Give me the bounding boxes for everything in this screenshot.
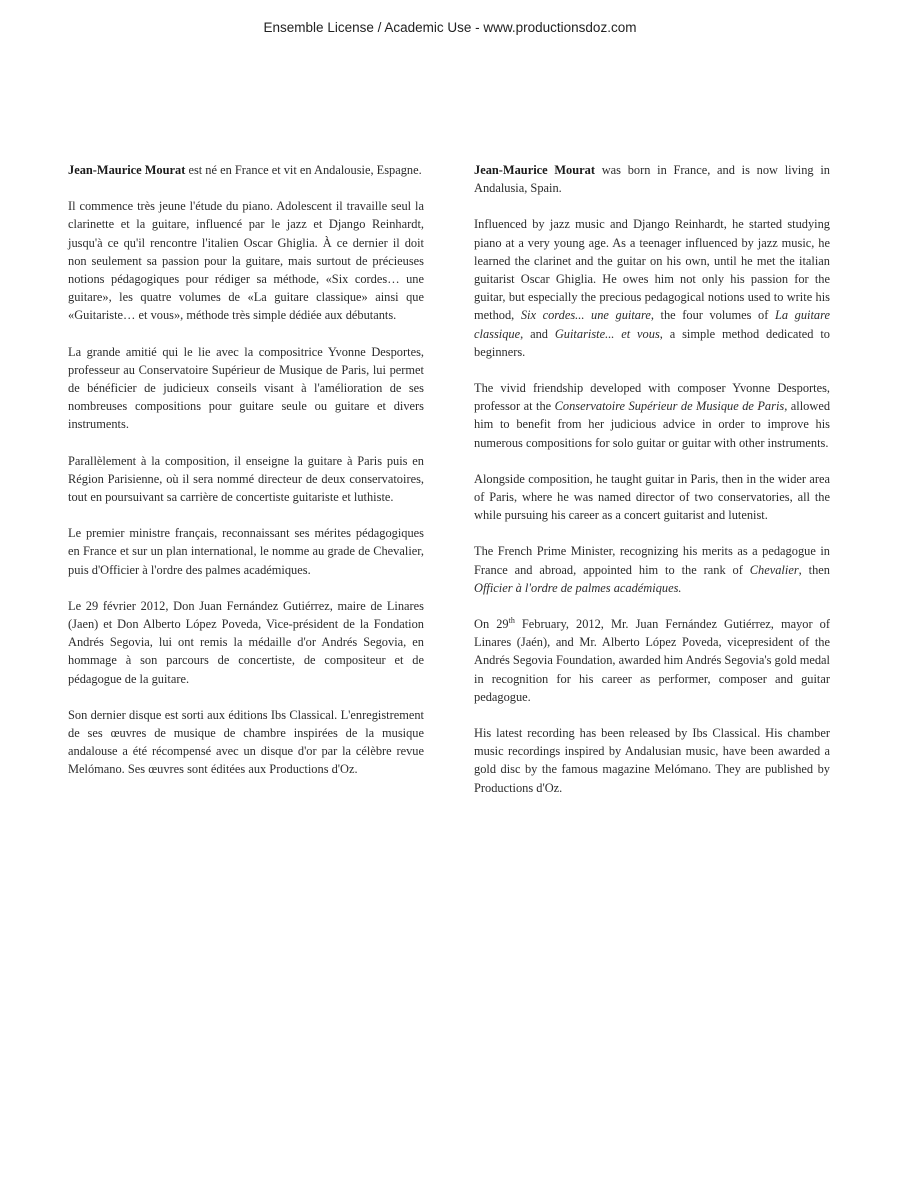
biography-french-column: [68, 161, 424, 797]
paragraph-text: , then: [798, 562, 830, 577]
paragraph-en-4: Alongside composition, he taught guitar in Paris, then in the wider area of Paris, where he was named director of two conservatories, all the while pursuing his career as a concert guitarist and lutenist.: [474, 471, 830, 523]
paragraph-en-5: [474, 542, 830, 597]
paragraph-text: , the four volumes of: [650, 308, 775, 323]
paragraph-text: The vivid friendship developed with composer Yvonne Desportes, professor at the: [474, 381, 830, 414]
paragraph-fr-6: Le 29 février 2012, Don Juan Fernández Gutiérrez, maire de Linares (Jaen) et Don Alberto López Poveda, Vice-président de la Fondation Andrés Segovia, lui ont remis la médaille d'or Andrés Segovia, en hommage à son parcours de concertiste, de compositeur et de pédagogue de la guitare.: [68, 598, 424, 686]
book-title: Guitariste... et vous: [554, 326, 660, 341]
paragraph-fr-7: Son dernier disque est sorti aux éditions Ibs Classical. L'enregistrement de ses œuvres de musique de chambre inspirées de la musique andalouse a été récompensé avec un disque d'or par la célèbre revue Melómano. Ses œuvres sont éditées aux Productions d'Oz.: [68, 707, 424, 777]
institution-name: Conservatoire Supérieur de Musique de Paris: [554, 399, 785, 414]
paragraph-fr-2: Il commence très jeune l'étude du piano. Adolescent il travaille seul la clarinette et la guitare, influencé par le jazz et Django Reinhardt, jusqu'à ce qu'il rencontre l'italien Oscar Ghiglia. À ce dernier il doit non seulement sa passion pour la guitare, mais surtout de précieuses notions pédagogiques pour rédiger sa méthode, «Six cordes… une guitare», les quatre volumes de «La guitare classique» ainsi que «Guitariste… et vous», méthode très simple dédiée aux débutants.: [68, 199, 424, 323]
author-name-fr: Jean-Maurice Mourat: [68, 163, 186, 177]
paragraph-en-7: His latest recording has been released by Ibs Classical. His chamber music recordings inspired by Andalusian music, have been awarded a gold disc by the famous magazine Melómano. They are published by Productions d'Oz.: [474, 726, 830, 795]
book-title: La guitare classique: [474, 308, 830, 341]
paragraph-text: February, 2012, Mr. Juan Fernández Gutiérrez, mayor of Linares (Jaén), and Mr. Alberto López Poveda, vicepresident of the Andrés Segovia Foundation, awarded him Andrés Segovia's gold medal in recognition for his career as performer, composer and guitar pedagogue.: [474, 617, 830, 704]
paragraph-text: On 29: [474, 617, 509, 632]
license-header: Ensemble License / Academic Use - www.productionsdoz.com: [263, 20, 637, 35]
paragraph-text: , a simple method dedicated to beginners.: [474, 326, 830, 359]
paragraph-fr-4: Parallèlement à la composition, il enseigne la guitare à Paris puis en Région Parisienne, où il sera nommé directeur de deux conservatoires, tout en poursuivant sa carrière de concertiste guitariste et luthiste.: [68, 453, 424, 505]
paragraph-fr-5: Le premier ministre français, reconnaissant ses mérites pédagogiques en France et sur un plan international, le nomme au grade de Chevalier, puis d'Officier à l'ordre des palmes académiques.: [68, 526, 424, 577]
book-title: Six cordes... une guitare: [520, 308, 651, 323]
rank-title: Chevalier: [749, 562, 799, 577]
paragraph-text: Influenced by jazz music and Django Reinhardt, he started studying piano at a very young age. As a teenager influenced by jazz music, he learned the clarinet and the guitar on his own, until he met the italian guitarist Oscar Ghiglia. He owes him not only his passion for the guitar, but especially the precious pedagogical notions used to write his method,: [474, 217, 830, 323]
paragraph-text: est né en France et vit en Andalousie, Espagne.: [185, 163, 422, 177]
paragraph-text: The French Prime Minister, recognizing his merits as a pedagogue in France and abroad, appointed him to the rank of: [474, 544, 830, 577]
paragraph-text: , allowed him to benefit from her judicious advice in order to improve his numerous compositions for solo guitar or guitar with other instruments.: [474, 399, 831, 450]
paragraph-en-1: [474, 161, 830, 197]
rank-title: Officier à l'ordre de palmes académiques.: [474, 580, 682, 595]
biography-english-column: [474, 161, 830, 815]
paragraph-fr-3: La grande amitié qui le lie avec la compositrice Yvonne Desportes, professeur au Conservatoire Supérieur de Musique de Paris, lui permet de bénéficier de judicieux conseils visant à l'amélioration de ses nombreuses compositions pour guitare seule ou guitare et divers instruments.: [68, 344, 424, 432]
paragraph-en-2: [474, 215, 830, 361]
paragraph-en-3: [474, 379, 830, 452]
author-name-en: Jean-Maurice Mourat: [474, 163, 595, 177]
paragraph-fr-1: [68, 161, 424, 179]
paragraph-text: was born in France, and is now living in Andalusia, Spain.: [474, 163, 830, 196]
ordinal-suffix: th: [508, 615, 515, 625]
paragraph-text: , and: [520, 326, 555, 341]
paragraph-en-6: [474, 615, 830, 706]
